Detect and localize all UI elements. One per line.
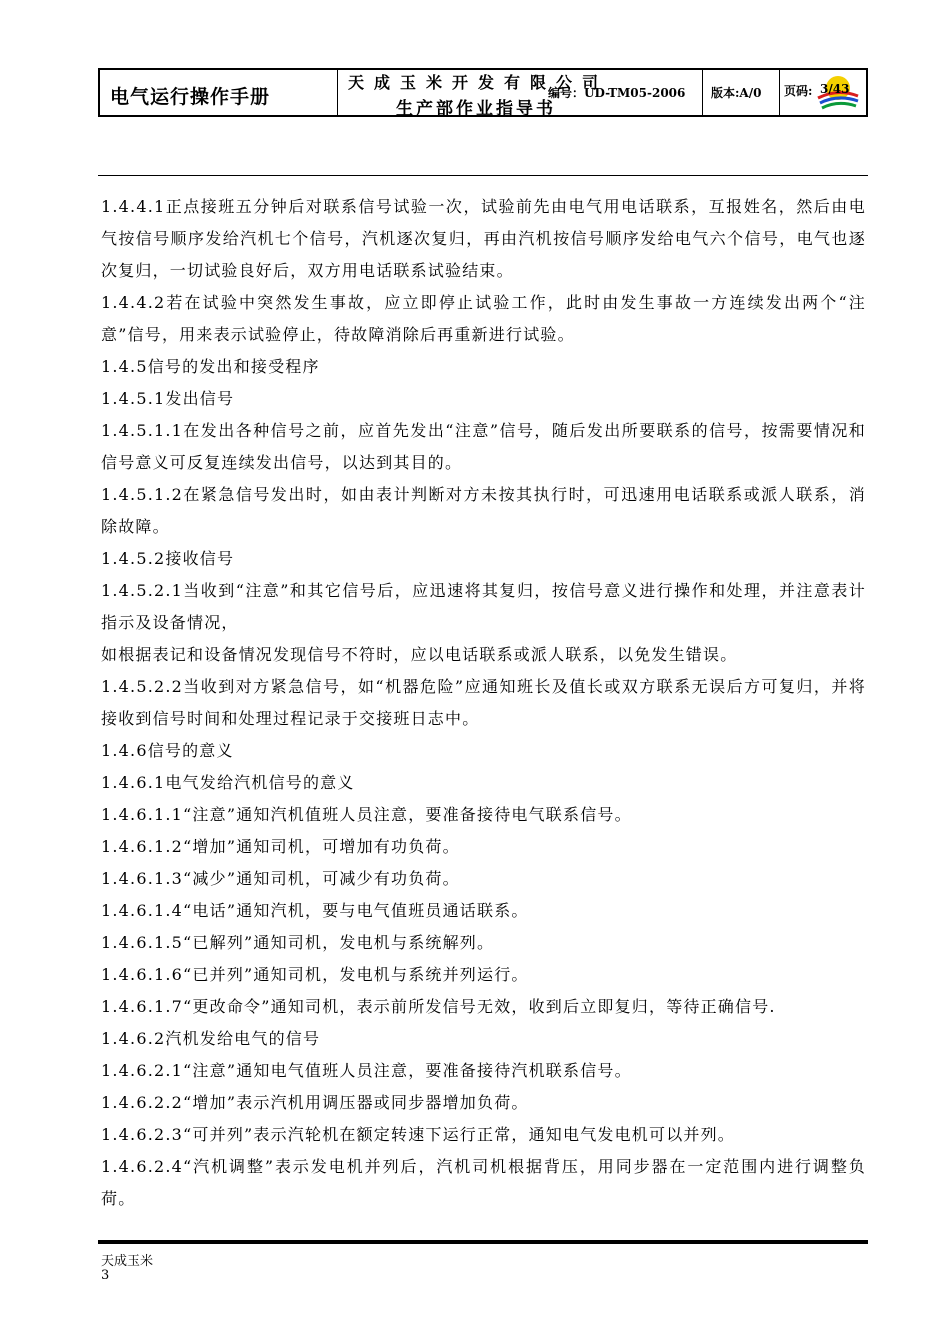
body-paragraph: 1.4.5.1.1在发出各种信号之前，应首先发出“注意”信号，随后发出所要联系的信号，按需要情况和信号意义可反复连续发出信号，以达到其目的。 [101,421,866,472]
body-paragraph: 1.4.5.2.2当收到对方紧急信号，如“机器危险”应通知班长及值长或双方联系无误后方可复归，并将接收到信号时间和处理过程记录于交接班日志中。 [101,677,866,728]
body-paragraph: 1.4.6.1.2“增加”通知司机，可增加有功负荷。 [101,837,460,856]
body-paragraph: 1.4.6.1.7“更改命令”通知司机，表示前所发信号无效，收到后立即复归，等待正确信号. [101,997,776,1016]
body-paragraph: 1.4.6信号的意义 [101,741,234,760]
body-paragraph: 1.4.6.1.6“已并列”通知司机，发电机与系统并列运行。 [101,965,529,984]
body-paragraph: 1.4.6.1.5“已解列”通知司机，发电机与系统解列。 [101,933,495,952]
header-divider [98,175,868,176]
document-body [101,191,866,1215]
document-type: 生产部作业指导书 [396,99,556,119]
company-name: 天成玉米开发有限公司 [348,73,609,92]
page-value: 3/43 [820,82,850,96]
document-header [98,68,868,117]
document-number: 编号：UD-TM05-2006 [548,86,686,100]
footer-company: 天成玉米 [101,1254,154,1269]
body-paragraph: 1.4.5.1发出信号 [101,389,235,408]
body-paragraph: 1.4.6.2汽机发给电气的信号 [101,1029,321,1048]
body-paragraph: 1.4.6.2.2“增加”表示汽机用调压器或同步器增加负荷。 [101,1093,529,1112]
body-paragraph: 1.4.6.1.3“减少”通知司机，可减少有功负荷。 [101,869,460,888]
footer-divider [98,1240,868,1244]
body-paragraph: 1.4.6.1.4“电话”通知汽机，要与电气值班员通话联系。 [101,901,529,920]
footer-page-number: 3 [101,1268,110,1283]
body-paragraph: 如根据表记和设备情况发现信号不符时，应以电话联系或派人联系，以免发生错误。 [101,645,738,664]
body-paragraph: 1.4.4.2若在试验中突然发生事故，应立即停止试验工作，此时由发生事故一方连续发出两个“注意”信号，用来表示试验停止，待故障消除后再重新进行试验。 [101,293,866,344]
body-paragraph: 1.4.6.1.1“注意”通知汽机值班人员注意，要准备接待电气联系信号。 [101,805,632,824]
body-paragraph: 1.4.6.2.4“汽机调整”表示发电机并列后，汽机司机根据背压，用同步器在一定范围内进行调整负荷。 [101,1157,866,1208]
header-version-cell [703,70,780,115]
header-title-cell [100,70,338,115]
body-paragraph: 1.4.5信号的发出和接受程序 [101,357,320,376]
body-paragraph: 1.4.6.1电气发给汽机信号的意义 [101,773,355,792]
body-paragraph: 1.4.5.2接收信号 [101,549,235,568]
body-paragraph: 1.4.6.2.1“注意”通知电气值班人员注意，要准备接待汽机联系信号。 [101,1061,632,1080]
header-company-cell [338,70,703,119]
manual-title: 电气运行操作手册 [110,86,271,108]
body-paragraph: 1.4.4.1正点接班五分钟后对联系信号试验一次，试验前先由电气用电话联系，互报姓名，然后由电气按信号顺序发给汽机七个信号，汽机逐次复归，再由汽机按信号顺序发给电气六个信号，电气也逐次复归，一切试验良好后，双方用电话联系试验结束。 [101,197,866,280]
body-paragraph: 1.4.5.1.2在紧急信号发出时，如由表计判断对方未按其执行时，可迅速用电话联系或派人联系，消除故障。 [101,485,866,536]
body-paragraph: 1.4.6.2.3“可并列”表示汽轮机在额定转速下运行正常，通知电气发电机可以并列。 [101,1125,736,1144]
page-label: 页码: [784,84,813,98]
body-paragraph: 1.4.5.2.1当收到“注意”和其它信号后，应迅速将其复归，按信号意义进行操作和处理，并注意表计指示及设备情况， [101,581,866,632]
header-page-cell [780,70,866,115]
version-label: 版本:A/0 [711,86,762,100]
